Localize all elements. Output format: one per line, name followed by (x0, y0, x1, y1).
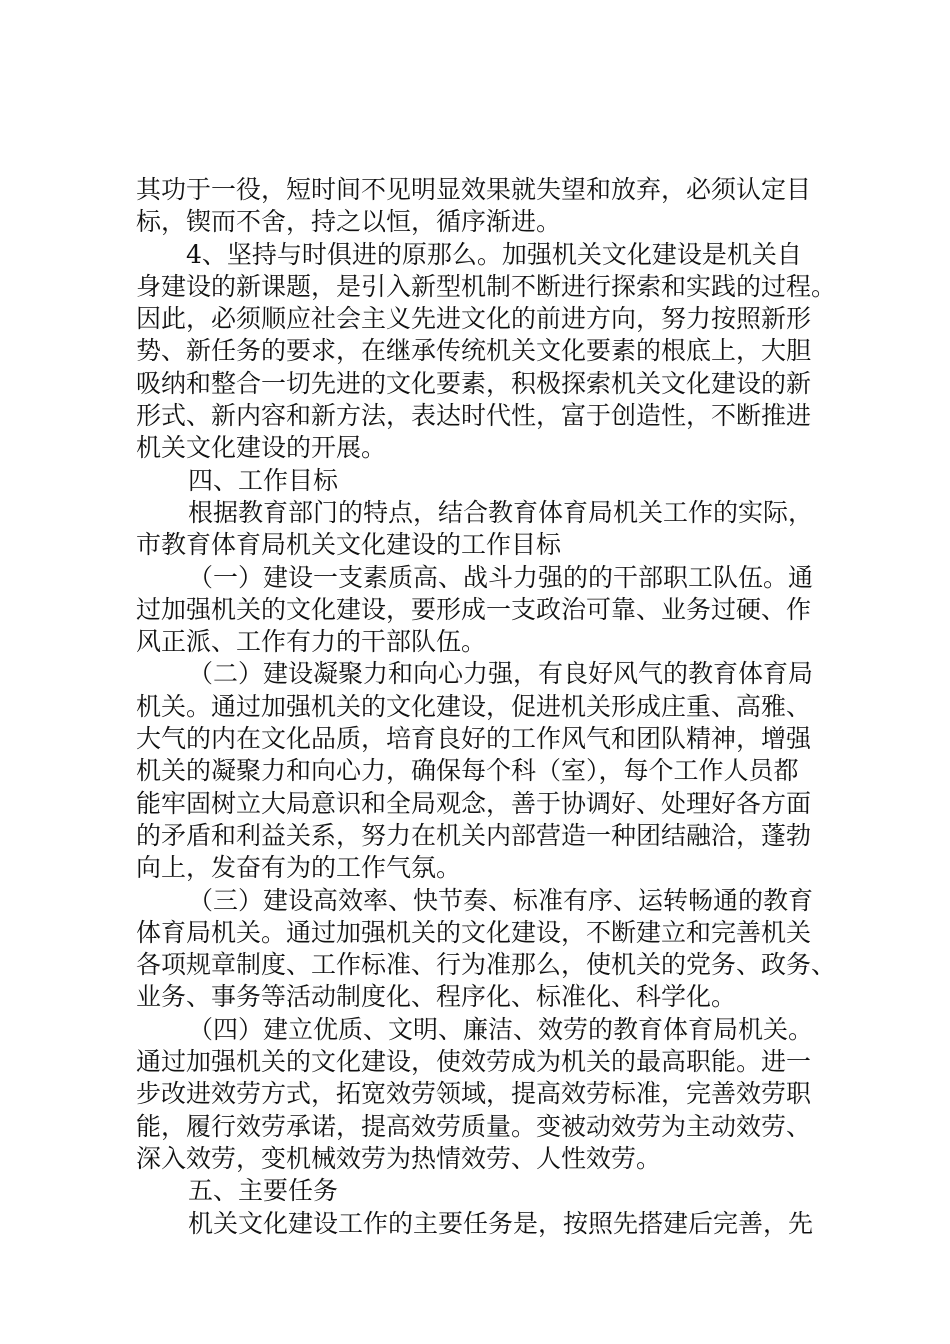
text-line: 通过加强机关的文化建设，使效劳成为机关的最高职能。进一 (136, 1047, 812, 1077)
text-line: 过加强机关的文化建设，要形成一支政治可靠、业务过硬、作 (136, 594, 812, 624)
text-line: （二）建设凝聚力和向心力强，有良好风气的教育体育局 (188, 659, 814, 689)
text-line: 的矛盾和利益关系，努力在机关内部营造一种团结融洽，蓬勃 (136, 820, 812, 850)
text-line: 业务、事务等活动制度化、程序化、标准化、科学化。 (136, 982, 737, 1012)
text-line: 机关。通过加强机关的文化建设，促进机关形成庄重、高雅、 (136, 691, 812, 721)
text-line: 机关文化建设的开展。 (136, 433, 387, 463)
text-line: （四）建立优质、文明、廉洁、效劳的教育体育局机关。 (188, 1014, 814, 1044)
text-line: 体育局机关。通过加强机关的文化建设，不断建立和完善机关 (136, 917, 812, 947)
text-line: 因此，必须顺应社会主义先进文化的前进方向，努力按照新形 (136, 304, 812, 334)
text-line: 机关文化建设工作的主要任务是，按照先搭建后完善，先 (188, 1208, 814, 1238)
document-body (136, 174, 836, 1240)
text-line: 根据教育部门的特点，结合教育体育局机关工作的实际， (188, 497, 814, 527)
text-line: 能牢固树立大局意识和全局观念，善于协调好、处理好各方面 (136, 788, 812, 818)
text-line: 吸纳和整合一切先进的文化要素，积极探索机关文化建设的新 (136, 368, 812, 398)
text-line: 深入效劳，变机械效劳为热情效劳、人性效劳。 (136, 1143, 662, 1173)
text-line: 各项规章制度、工作标准、行为准那么，使机关的党务、政务、 (136, 950, 837, 980)
text-line: 4、坚持与时俱进的原那么。加强机关文化建设是机关自 (186, 239, 802, 269)
text-line: （一）建设一支素质高、战斗力强的的干部职工队伍。通 (188, 562, 814, 592)
text-line: 大气的内在文化品质，培育良好的工作风气和团队精神，增强 (136, 724, 812, 754)
text-line: 风正派、工作有力的干部队伍。 (136, 627, 487, 657)
text-line: 身建设的新课题，是引入新型机制不断进行探索和实践的过程。 (136, 271, 837, 301)
text-line: 其功于一役，短时间不见明显效果就失望和放弃，必须认定目 (136, 175, 812, 204)
text-line: 势、新任务的要求，在继承传统机关文化要素的根底上，大胆 (136, 336, 812, 366)
text-line: 标，锲而不舍，持之以恒，循序渐进。 (136, 207, 562, 237)
text-line: 市教育体育局机关文化建设的工作目标 (136, 530, 562, 560)
text-line: （三）建设高效率、快节奏、标准有序、运转畅通的教育 (188, 885, 814, 915)
text-line: 机关的凝聚力和向心力，确保每个科（室），每个工作人员都 (136, 756, 799, 786)
section-heading: 五、主要任务 (188, 1176, 339, 1206)
section-heading: 四、工作目标 (188, 465, 339, 495)
text-line: 形式、新内容和新方法，表达时代性，富于创造性，不断推进 (136, 401, 812, 431)
text-line: 向上，发奋有为的工作气氛。 (136, 853, 462, 883)
text-line: 步改进效劳方式，拓宽效劳领域，提高效劳标准，完善效劳职 (136, 1079, 812, 1109)
text-line: 能，履行效劳承诺，提高效劳质量。变被动效劳为主动效劳、 (136, 1111, 812, 1141)
